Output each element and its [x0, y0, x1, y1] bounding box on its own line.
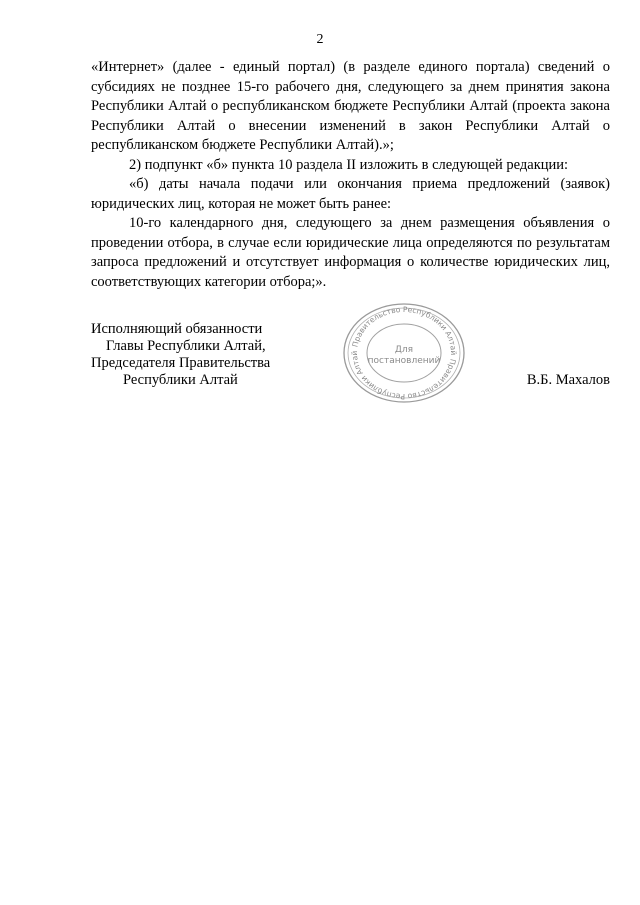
- signatory-name: В.Б. Махалов: [526, 372, 610, 388]
- signatory-position-line: Главы Республики Алтай,: [106, 338, 266, 354]
- seal-center-line-2: постановлений: [367, 356, 441, 366]
- signatory-position-line: Председателя Правительства: [91, 355, 271, 371]
- paragraph-subitem-b-amendment: 2) подпункт «б» пункта 10 раздела II изложить в следующей редакции:: [129, 156, 569, 173]
- signatory-position-line: Республики Алтай: [123, 372, 238, 388]
- signatory-position-line: Исполняющий обязанности: [91, 321, 263, 337]
- paragraph-portal-info: «Интернет» (далее - единый портал) (в разделе единого портала) сведений о субсидиях не позднее 15-го рабочего дня, следующего за днем принятия закона Республики Алтай о республиканском бюджете Республики Алтай (проекта закона Республики Алтай о внесении изменений в закон Республики Алтай о республиканском бюджете Республики Алтай).»;: [91, 59, 610, 153]
- seal-center-line-1: Для: [394, 345, 414, 355]
- document-body: [91, 58, 610, 292]
- paragraph-application-dates: «б) даты начала подачи или окончания приема предложений (заявок) юридических лиц, которая не может быть ранее:: [91, 176, 610, 212]
- seal-ring-text: Правительство Республики Алтай: [350, 304, 459, 356]
- seal-ring-text-lower: Правительство Республики Алтай: [349, 350, 458, 402]
- paragraph-calendar-day-condition: 10-го календарного дня, следующего за днем размещения объявления о проведении отбора, в случае если юридические лица определяются по результатам запроса предложений и отсутствует информация о количестве юридических лиц, соответствующих категории отбора;».: [91, 215, 610, 290]
- official-seal-stamp: [340, 301, 468, 405]
- page-number: 2: [316, 32, 324, 47]
- signatory-position: [91, 321, 331, 389]
